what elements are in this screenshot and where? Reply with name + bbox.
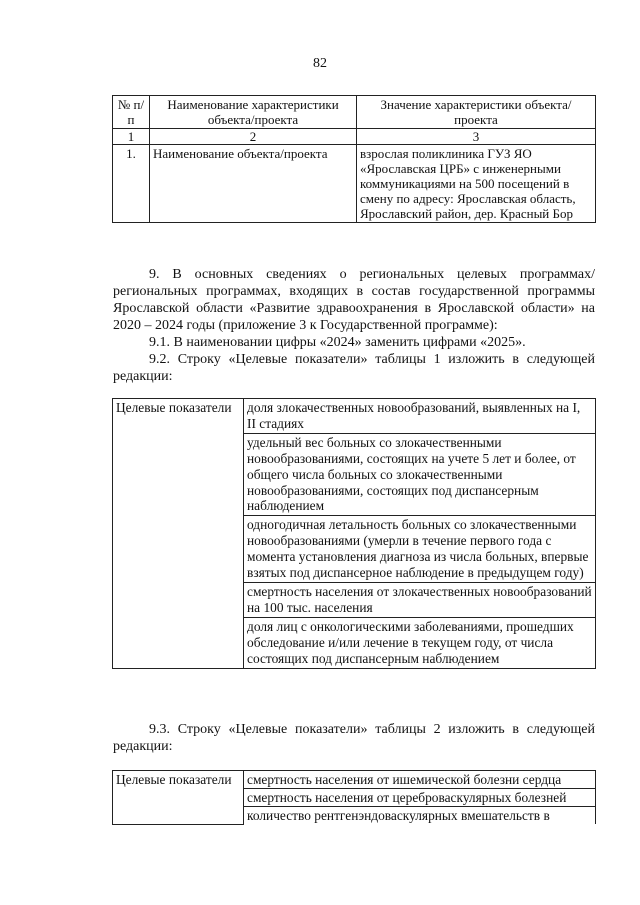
target-indicators-table-1 [112,398,596,669]
paragraph-9-1: 9.1. В наименовании цифры «2024» заменить цифрами «2025». [149,335,526,350]
row-characteristic-name: Наименование объекта/проекта [150,145,357,223]
column-number-row [113,129,596,145]
paragraph-9-2: 9.2. Строку «Целевые показатели» таблицы 1 изложить в следующей редакции: [113,352,595,384]
object-characteristics-table [112,95,596,223]
table-header-row [113,96,596,129]
column-header-number: № п/п [113,96,150,129]
paragraph-9-3: 9.3. Строку «Целевые показатели» таблицы 2 изложить в следующей редакции: [113,722,595,754]
target-indicators-table-2 [112,770,596,825]
indicator-item: удельный вес больных со злокачественными новообразованиями, состоящих на учете 5 лет и более, от общего числа больных со злокачественными новообразованиями, состоящих под диспансерным наблюдением [244,433,596,516]
indicator-item: количество рентгенэндоваскулярных вмешательств в [244,807,596,825]
table-row [113,771,596,789]
row-characteristic-value: взрослая поликлиника ГУЗ ЯО «Ярославская ЦРБ» с инженерными коммуникациями на 500 посещений в смену по адресу: Ярославская область, Ярославский район, дер. Красный Бор [357,145,596,223]
row-number: 1. [113,145,150,223]
page-number: 82 [313,56,327,71]
column-number-3: 3 [357,129,596,145]
indicator-item: одногодичная летальность больных со злокачественными новообразованиями (умерли в течение первого года с момента установления диагноза из числа больных, впервые взятых под диспансерное наблюдение в предыдущем году) [244,516,596,583]
indicator-item: смертность населения от цереброваскулярных болезней [244,789,596,807]
column-number-2: 2 [150,129,357,145]
column-header-characteristic-name: Наименование характеристики объекта/проекта [150,96,357,129]
target-indicators-label: Целевые показатели [113,771,244,825]
indicator-item: смертность населения от злокачественных новообразований на 100 тыс. населения [244,582,596,617]
indicator-item: доля лиц с онкологическими заболеваниями, прошедших обследование и/или лечение в текущем году, от числа состоящих под диспансерным наблюдением [244,617,596,668]
indicator-item: смертность населения от ишемической болезни сердца [244,771,596,789]
column-number-1: 1 [113,129,150,145]
table-row [113,145,596,223]
target-indicators-label: Целевые показатели [113,399,244,669]
indicator-item: доля злокачественных новообразований, выявленных на I, II стадиях [244,399,596,434]
paragraph-9: 9. В основных сведениях о региональных целевых программах/ региональных программах, входящих в состав государственной программы Ярославской области «Развитие здравоохранения в Ярославской области» на 2020 – 2024 годы (приложение 3 к Государственной программе): [113,267,595,333]
column-header-characteristic-value: Значение характеристики объекта/проекта [357,96,596,129]
table-row [113,399,596,434]
